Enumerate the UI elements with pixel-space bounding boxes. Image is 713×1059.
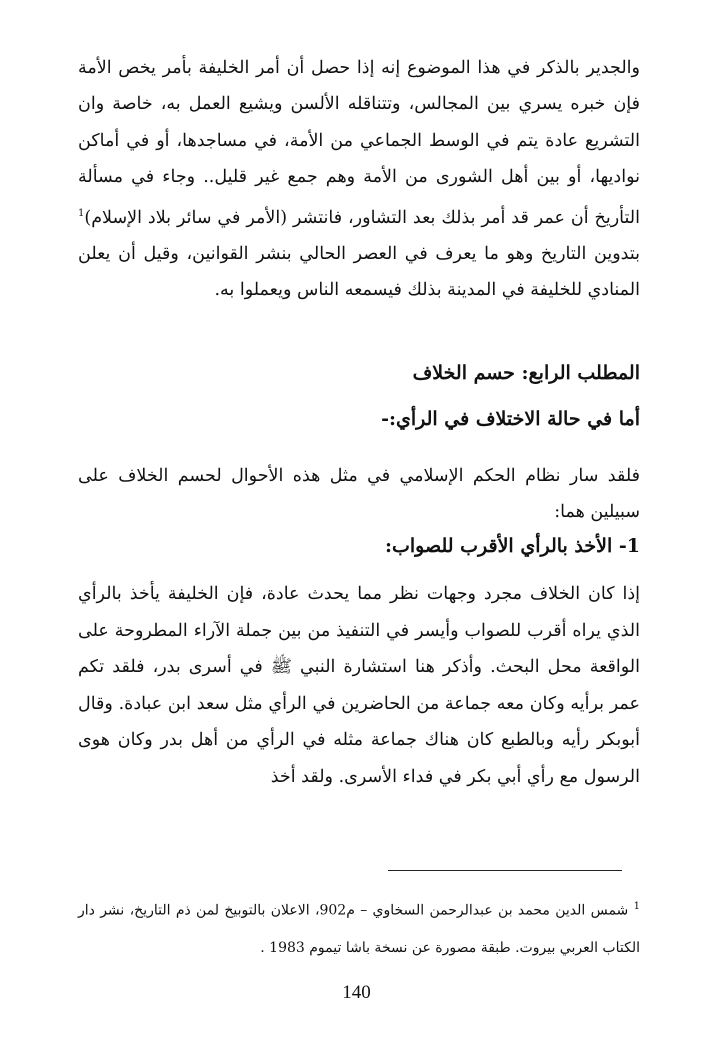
paragraph-publication-continuation: بتدوين التاريخ وهو ما يعرف في العصر الحالي بنشر القوانين، وقيل أن يعلن المنادي للخليفة في المدينة بذلك فيسمعه الناس ويعملوا به. (78, 243, 640, 301)
page-number: 140 (342, 982, 371, 1003)
section-heading: المطلب الرابع: حسم الخلاف (412, 362, 640, 384)
paragraph-publication (78, 50, 640, 309)
footnote-text: شمس الدين محمد بن عبدالرحمن السخاوي – م902، الاعلان بالتوبيخ لمن ذم التاريخ، نشر دار الكتاب العربي بيروت. طبقة مصورة عن نسخة باشا تيموم 1983 . (78, 902, 640, 956)
paragraph-badr-example: إذا كان الخلاف مجرد وجهات نظر مما يحدث عادة، فإن الخليفة يأخذ بالرأي الذي يراه أقرب للصواب وأيسر في التنفيذ من بين جملة الآراء المطروحة على الواقعة محل البحث. وأذكر هنا استشارة النبي ﷺ في أسرى بدر، فلقد تكم عمر برأيه وكان معه جماعة من الحاضرين في الرأي مثل سعد ابن عبادة. وقال أبوبكر رأيه وبالطبع كان هناك جماعة مثله في الرأي من أهل بدر وكان هوى الرسول مع رأي أبي بكر في فداء الأسرى. ولقد أخذ (78, 584, 640, 787)
footnote-number: 1 (633, 901, 640, 912)
subsection-heading: أما في حالة الاختلاف في الرأي:- (381, 408, 640, 430)
paragraph-two-ways: فلقد سار نظام الحكم الإسلامي في مثل هذه الأحوال لحسم الخلاف على سبيلين هما: (78, 466, 640, 522)
footnote-divider (388, 870, 622, 871)
paragraph-publication-text: والجدير بالذكر في هذا الموضوع إنه إذا حصل أن أمر الخليفة بأمر يخص الأمة فإن خبره يسري بين المجالس، وتتناقله الألسن ويشيع العمل به، خاصة وان التشريع عادة يتم في الوسط الجماعي من الأمة، في مساجدها، أو في أماكن نواديها، أو بين أهل الشورى من الأمة وهم جمع غير قليل.. وجاء في مسألة التأريخ أن عمر قد أمر بذلك بعد التشاور، فانتشر (الأمر في سائر بلاد الإسلام) (78, 58, 640, 228)
item-heading: 1- الأخذ بالرأي الأقرب للصواب: (384, 535, 640, 557)
footnote-reference[interactable]: 1 (78, 207, 85, 219)
footnote (78, 888, 640, 967)
